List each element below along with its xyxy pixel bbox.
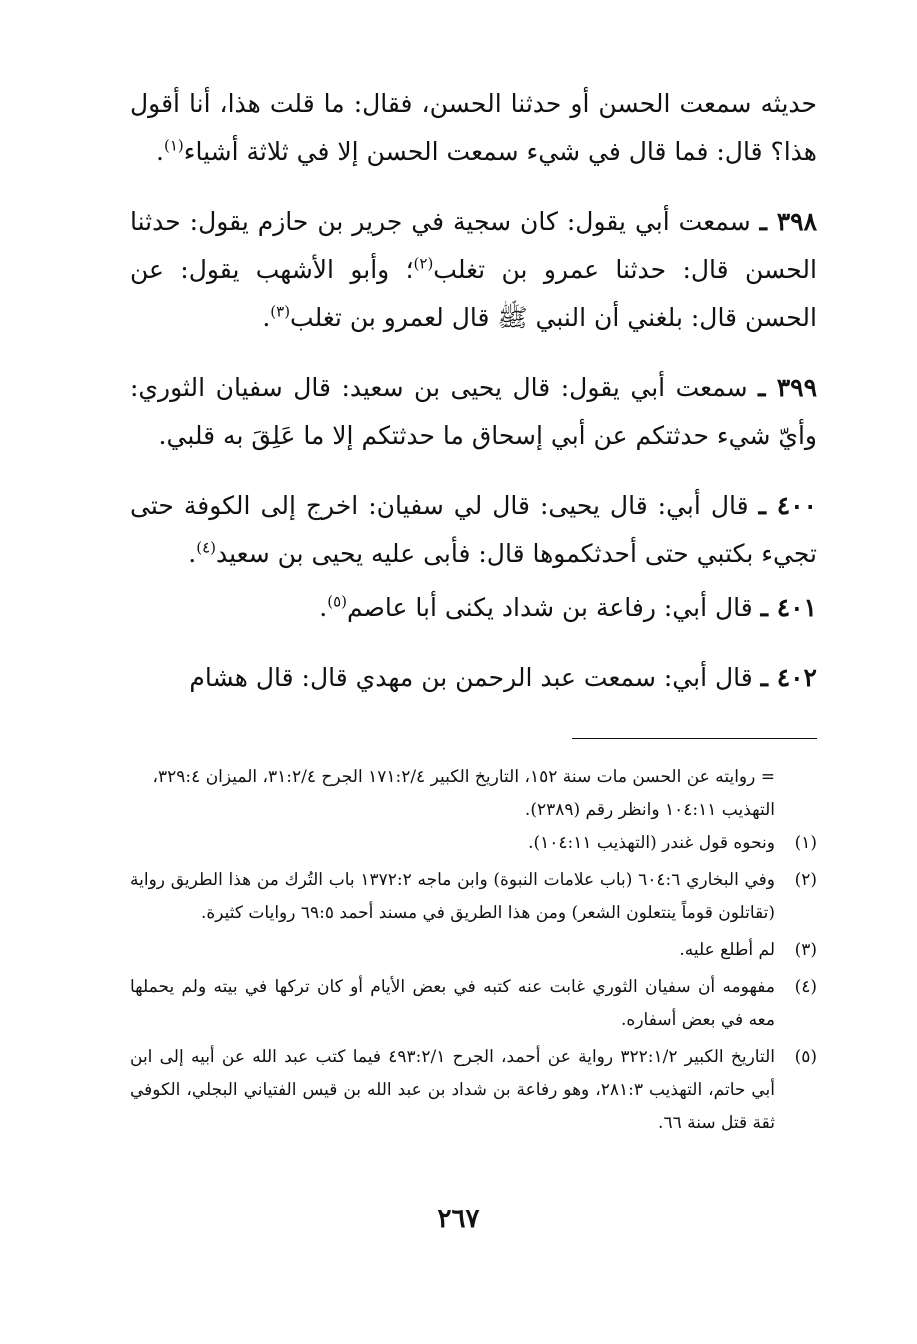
footnote-text: ونحوه قول غندر (التهذيب ١٠٤:١١). [528,833,775,853]
footnote-number: (٢) [794,870,817,890]
paragraph-399 [130,364,817,460]
footnote-3 [130,934,817,967]
paragraph-400: ٤٠٠ ـ قال أبي: قال يحيى: قال لي سفيان: اخرج إلى الكوفة حتى تجيء بكتبي حتى أحدثكموها قال: فأبى عليه يحيى بن سعيد$^{(٤)}$. [130,491,817,568]
narration-number: ٣٩٨ ـ [759,207,818,236]
footnote-text: وفي البخاري ٦٠٤:٦ (باب علامات النبوة) وابن ماجه ١٣٧٢:٢ باب التُرك من هذا الطريق رواية (تقاتلون قوماً ينتعلون الشعر) ومن هذا الطريق في مسند أحمد ٦٩:٥ روايات كثيرة. [130,870,776,923]
footnote-4 [130,971,817,1037]
footnote-divider [572,738,817,739]
footnotes [130,761,817,1140]
narration-number: ٤٠٠ ـ [758,491,817,520]
paragraph-398: ٣٩٨ ـ سمعت أبي يقول: كان سجية في جرير بن حازم يقول: حدثنا الحسن قال: حدثنا عمرو بن تغلب$^{(٢)}$؛ وأبو الأشهب يقول: عن الحسن قال: بلغني أن النبي ﷺ قال لعمرو بن تغلب$^{(٣)}$. [130,207,818,332]
narration-number: ٤٠٢ ـ [760,663,817,692]
footnote-ref: (٥) [327,592,348,611]
footnote-2 [130,864,817,930]
paragraph-402 [130,654,817,702]
footnote-continuation: = روايته عن الحسن مات سنة ١٥٢، التاريخ الكبير ١٧١:٢/٤ الجرح ٣١:٢/٤، الميزان ٣٢٩:٤، التهذيب ١٠٤:١١ وانظر رقم (٢٣٨٩). [152,767,775,820]
paragraph-continuation: حديثه سمعت الحسن أو حدثنا الحسن، فقال: ما قلت هذا، أنا أقول هذا؟ قال: فما قال في شيء سمعت الحسن إلا في ثلاثة أشياء$^{(١)}$. [130,89,817,166]
footnote-5 [130,1041,817,1140]
paragraph-text: قال أبي: سمعت عبد الرحمن بن مهدي قال: قال هشام [189,663,753,692]
main-text [130,80,817,702]
paragraph-401: ٤٠١ ـ قال أبي: رفاعة بن شداد يكنى أبا عاصم$^{(٥)}$. [319,592,817,622]
footnote-text: لم أطلع عليه. [679,940,775,960]
narration-number: ٤٠١ ـ [760,593,817,622]
footnote-number: (٤) [794,977,817,997]
footnote-ref: (٤) [196,538,216,557]
footnote-ref: (٢) [413,254,434,273]
footnote-ref: (١) [163,136,184,155]
footnote-text: التاريخ الكبير ٣٢٢:١/٢ رواية عن أحمد، الجرح ٤٩٣:٢/١ فيما كتب عبد الله عن أبيه إلى ابن أبي حاتم، التهذيب ٢٨١:٣، وهو رفاعة بن شداد بن عبد الله بن قيس الفتياني البجلي، الكوفي ثقة قتل سنة ٦٦. [130,1047,775,1133]
narration-number: ٣٩٩ ـ [758,373,818,402]
footnote-number: (٣) [794,940,817,960]
paragraph-text: حديثه سمعت الحسن أو حدثنا الحسن، فقال: ما قلت هذا، أنا أقول هذا؟ قال: فما قال في شيء سمعت الحسن إلا في ثلاثة أشياء [130,89,817,166]
paragraph-text: سمعت أبي يقول: قال يحيى بن سعيد: قال سفيان الثوري: وأيّ شيء حدثتكم عن أبي إسحاق ما حدثتكم إلا ما عَلِقَ به قلبي. [130,373,817,450]
page-number: ٢٦٧ [437,1204,480,1234]
footnote-1 [130,827,817,860]
paragraph-text: سمعت أبي يقول: كان سجية في جرير بن حازم يقول: حدثنا الحسن قال: حدثنا عمرو بن تغلب [130,207,817,284]
paragraph-text: قال أبي: رفاعة بن شداد يكنى أبا عاصم [347,593,753,622]
paragraph-text-2: ؛ وأبو الأشهب يقول: عن الحسن قال: بلغني أن النبي ﷺ قال لعمرو بن تغلب [130,255,817,332]
footnote-number: (٥) [794,1047,817,1067]
paragraph-text: قال أبي: قال يحيى: قال لي سفيان: اخرج إلى الكوفة حتى تجيء بكتبي حتى أحدثكموها قال: فأبى عليه يحيى بن سعيد [130,491,817,568]
footnote-ref: (٣) [270,302,291,321]
footnote-number: (١) [794,833,817,853]
footnote-text: مفهومه أن سفيان الثوري غابت عنه كتبه في بعض الأيام أو كان تركها في بيته ولم يحملها معه في بعض أسفاره. [130,977,775,1030]
